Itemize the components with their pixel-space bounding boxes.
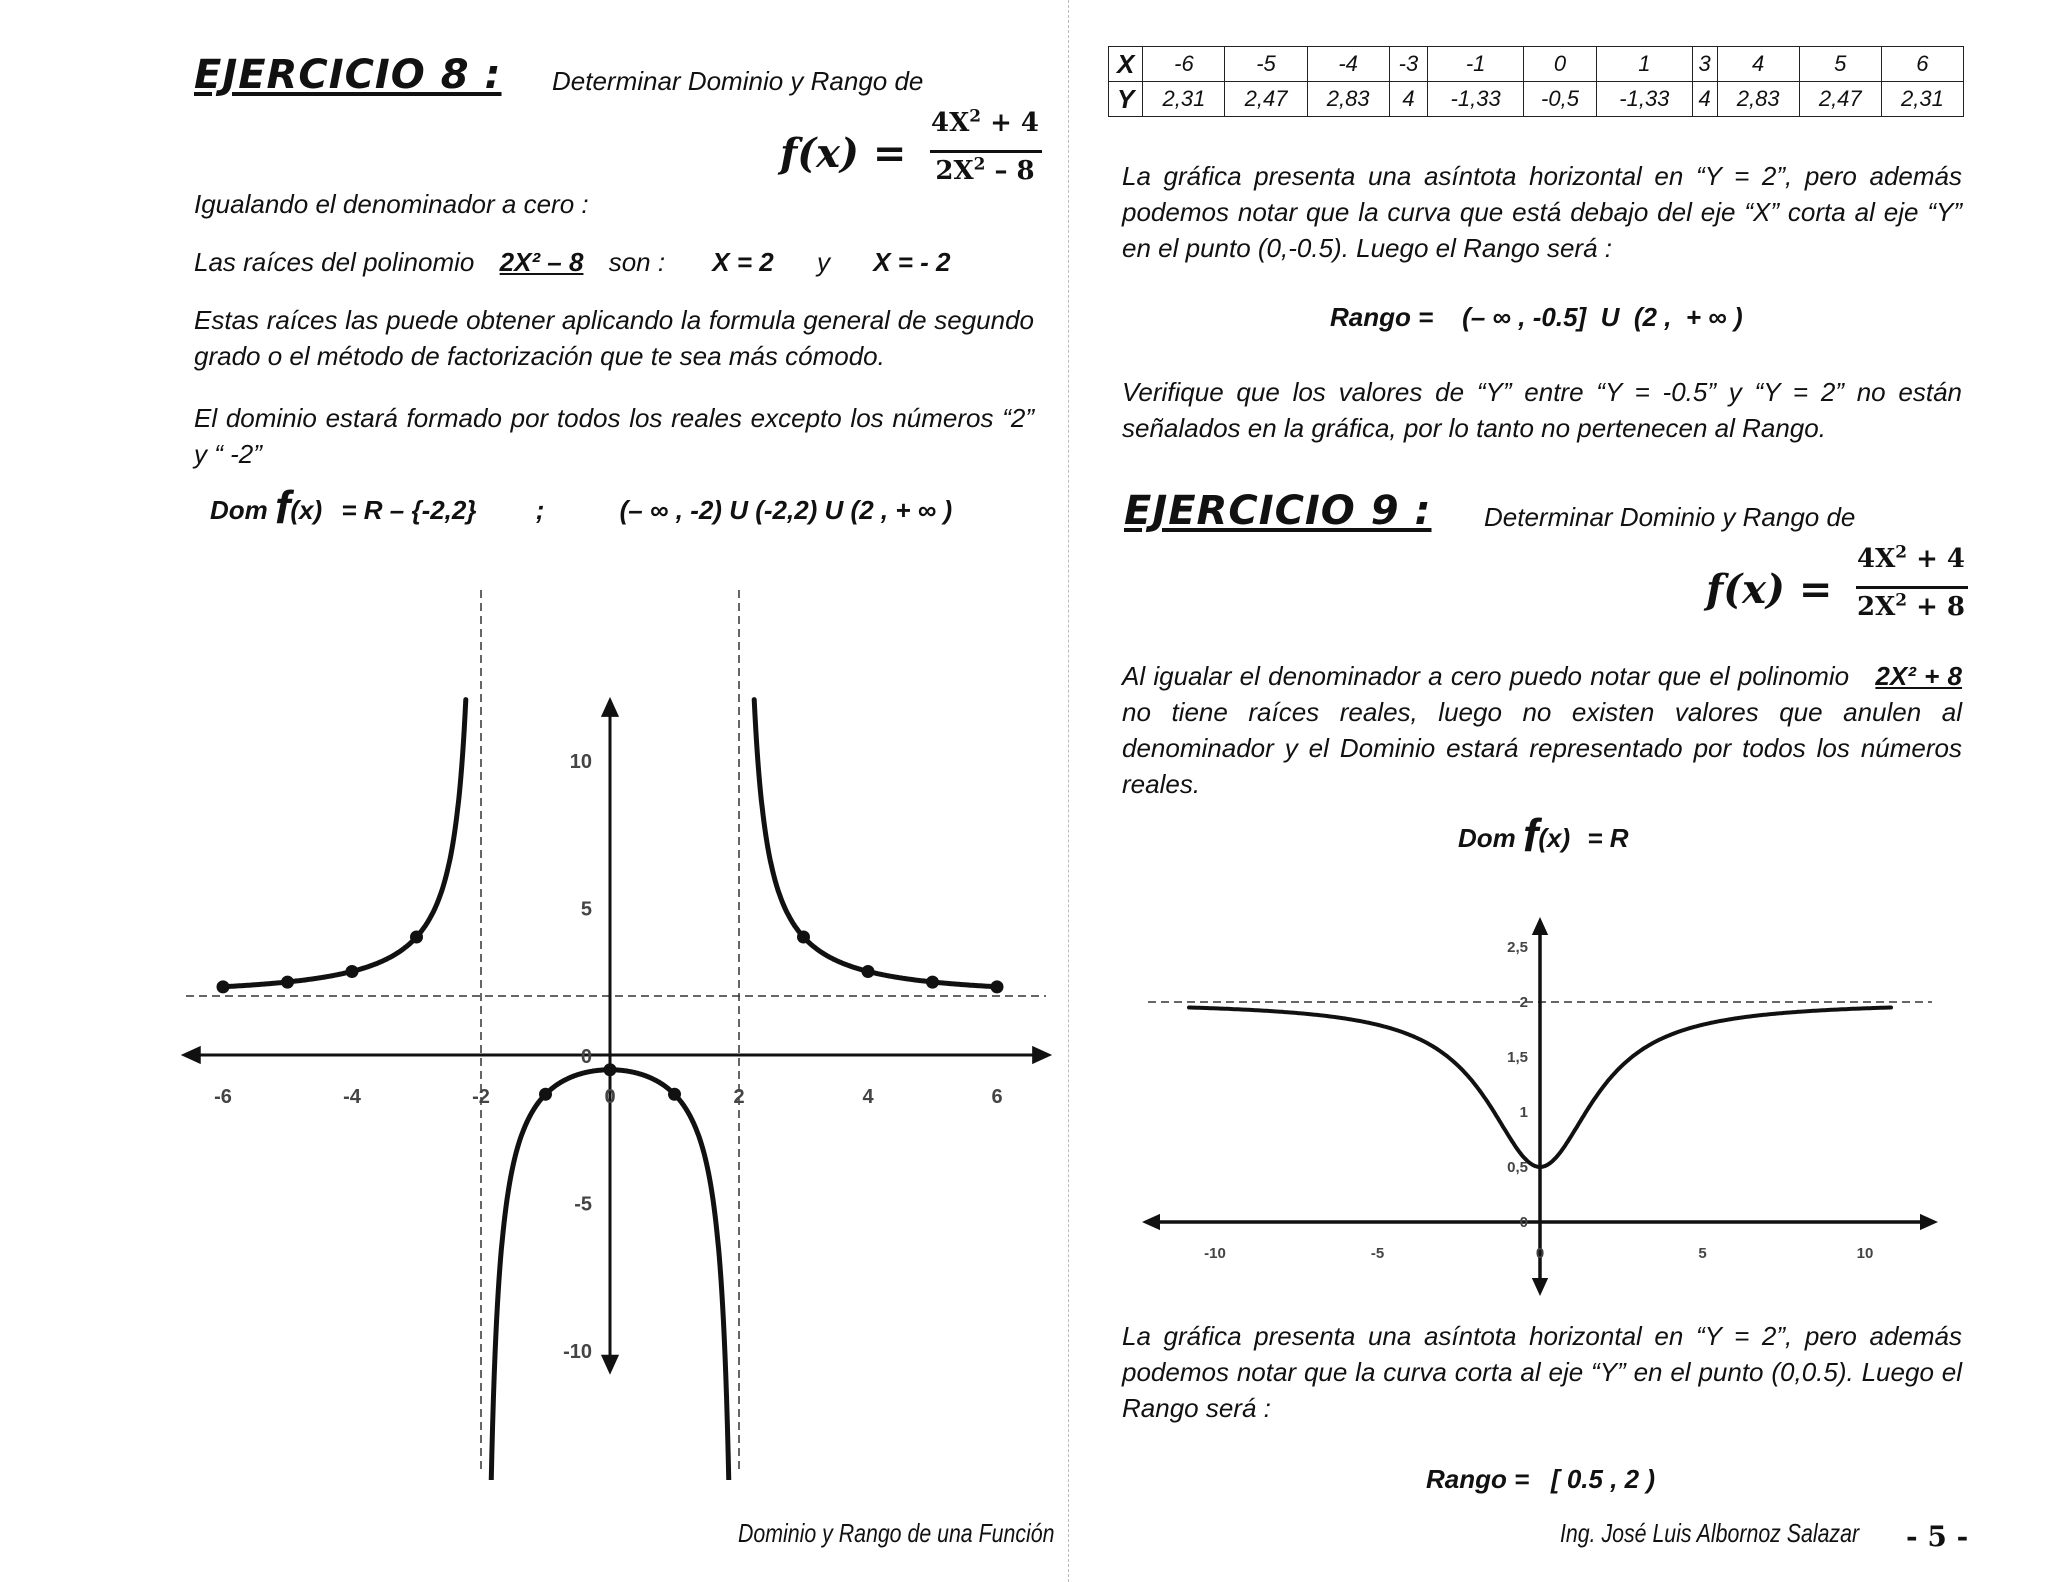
x-tick-label: -10 xyxy=(1204,1245,1226,1262)
x-tick-label: -5 xyxy=(1370,1245,1385,1262)
curve-branch-right xyxy=(754,700,997,987)
table-cell: 5 xyxy=(1799,47,1881,82)
ejercicio-8-subtitle: Determinar Dominio y Rango de xyxy=(552,66,924,96)
y-tick-label: 2,5 xyxy=(1507,939,1528,956)
chart-ejercicio-9 xyxy=(1140,910,1940,1300)
x-tick-label: -2 xyxy=(472,1086,490,1108)
y-tick-label: -5 xyxy=(574,1193,592,1216)
table-cell: 2,31 xyxy=(1143,82,1225,117)
y-tick-label: 1 xyxy=(1519,1104,1528,1121)
ejercicio-8-title: EJERCICIO 8 : xyxy=(194,52,502,98)
data-point xyxy=(797,931,810,944)
rango-8: Rango = (– ∞ , -0.5] U (2 , + ∞ ) xyxy=(1330,302,1743,332)
table-header-cell: Y xyxy=(1109,82,1143,117)
table-cell: 2,47 xyxy=(1799,82,1881,117)
table-cell: -5 xyxy=(1225,47,1307,82)
formula-fx: f(x) = xyxy=(1706,566,1833,613)
data-point xyxy=(410,931,423,944)
rango-9: Rango = [ 0.5 , 2 ) xyxy=(1426,1464,1655,1494)
formula-fx: f(x) = xyxy=(780,130,907,177)
y-axis-arrow-down xyxy=(1532,1278,1548,1296)
x-tick-label: 4 xyxy=(862,1086,874,1108)
table-cell: -1 xyxy=(1428,47,1524,82)
paragraph-asintota-1: La gráfica presenta una asíntota horizontal en “Y = 2”, pero además podemos notar que la curva que está debajo del eje “X” corta al eje “Y” en el punto (0,-0.5). Luego el Rango será : xyxy=(1122,161,1962,263)
root-2: X = - 2 xyxy=(873,247,951,277)
footer-author: Ing. José Luis Albornoz Salazar xyxy=(1560,1518,1860,1548)
data-point xyxy=(539,1088,552,1101)
y-tick-label: 0 xyxy=(580,1046,592,1068)
x-tick-label: 6 xyxy=(991,1086,1003,1108)
y-tick-label: 2 xyxy=(1519,994,1528,1011)
x-tick-label: 5 xyxy=(1698,1245,1707,1262)
table-cell: -1,33 xyxy=(1596,82,1692,117)
y-axis-arrow-down xyxy=(601,1355,619,1375)
x-axis-arrow-right xyxy=(1920,1214,1938,1230)
table-row-x xyxy=(1109,47,1964,82)
table-cell: 0 xyxy=(1524,47,1597,82)
table-cell: 2,31 xyxy=(1881,82,1963,117)
formula-9 xyxy=(1706,541,1966,634)
data-point xyxy=(668,1088,681,1101)
root-1: X = 2 xyxy=(712,247,774,277)
footer-left: Dominio y Rango de una Función xyxy=(738,1518,1055,1548)
x-tick-label: -6 xyxy=(214,1086,232,1108)
y-axis-arrow-up xyxy=(1532,917,1548,935)
formula-denominator: $2X^2 + 8$ xyxy=(1856,589,1966,622)
paragraph-estas-raices: Estas raíces las puede obtener aplicando la formula general de segundo grado o el método de factorización que te sea más cómodo. xyxy=(194,305,1034,371)
data-point xyxy=(604,1063,617,1076)
table-row-y xyxy=(1109,82,1964,117)
x-axis-arrow-right xyxy=(1032,1046,1052,1064)
x-tick-label: 2 xyxy=(733,1086,745,1108)
paragraph-verifique: Verifique que los valores de “Y” entre “Y = -0.5” y “Y = 2” no están señalados en la gráfica, por lo tanto no pertenecen al Rango. xyxy=(1122,377,1962,443)
formula-numerator: $4X^2 + 4$ xyxy=(930,105,1040,138)
x-tick-label: -4 xyxy=(343,1086,361,1108)
curve-branch-left xyxy=(223,700,466,987)
table-cell: 2,47 xyxy=(1225,82,1307,117)
data-point xyxy=(862,965,875,978)
polynomial-9: 2X² + 8 xyxy=(1875,661,1962,691)
table-cell: -0,5 xyxy=(1524,82,1597,117)
paragraph-igualando: Igualando el denominador a cero : xyxy=(194,189,589,219)
data-point xyxy=(346,965,359,978)
x-tick-label: 0 xyxy=(604,1086,616,1108)
table-cell: 4 xyxy=(1389,82,1428,117)
y-tick-label: 5 xyxy=(580,898,592,921)
x-axis-arrow-left xyxy=(1142,1214,1160,1230)
x-tick-label: 10 xyxy=(1856,1245,1874,1262)
table-cell: 1 xyxy=(1596,47,1692,82)
y-tick-label: 0 xyxy=(1519,1214,1528,1231)
table-cell: 4 xyxy=(1692,82,1717,117)
fraction-bar xyxy=(930,150,1042,153)
data-point xyxy=(991,980,1004,993)
table-cell: 2,83 xyxy=(1307,82,1389,117)
table-cell: -4 xyxy=(1307,47,1389,82)
x-axis-arrow-left xyxy=(181,1046,201,1064)
formula-denominator: $2X^2 - 8$ xyxy=(935,153,1035,186)
ejercicio-9-subtitle: Determinar Dominio y Rango de xyxy=(1484,502,1856,532)
data-point xyxy=(926,976,939,989)
table-cell: 3 xyxy=(1692,47,1717,82)
data-point xyxy=(281,976,294,989)
page-number: - 5 - xyxy=(1906,1520,1969,1553)
y-axis-arrow-up xyxy=(601,697,619,717)
y-tick-label: 1,5 xyxy=(1507,1049,1528,1066)
table-header-cell: X xyxy=(1109,47,1143,82)
y-tick-label: 10 xyxy=(569,751,592,773)
chart-ejercicio-8 xyxy=(176,580,1056,1480)
formula-8 xyxy=(780,105,1040,198)
dominio-9: Dom f(x) = R xyxy=(1458,809,1629,861)
formula-numerator: $4X^2 + 4$ xyxy=(1856,541,1966,574)
table-cell: -1,33 xyxy=(1428,82,1524,117)
table-cell: -3 xyxy=(1389,47,1428,82)
page-divider xyxy=(1068,0,1069,1582)
y-tick-label: -10 xyxy=(563,1341,592,1363)
table-cell: -6 xyxy=(1143,47,1225,82)
values-table xyxy=(1108,46,1964,117)
table-cell: 4 xyxy=(1717,47,1799,82)
paragraph-asintota-2: La gráfica presenta una asíntota horizontal en “Y = 2”, pero además podemos notar que la curva corta al eje “Y” en el punto (0,0.5). Luego el Rango será : xyxy=(1122,1321,1962,1423)
ejercicio-9-title: EJERCICIO 9 : xyxy=(1124,488,1432,534)
polynomial-8: 2X² – 8 xyxy=(499,247,584,277)
y-tick-label: 0,5 xyxy=(1507,1159,1528,1176)
paragraph-raices: Las raíces del polinomio 2X² – 8 son : X = 2 y X = - 2 xyxy=(194,247,951,277)
data-point xyxy=(217,980,230,993)
paragraph-al-igualar: Al igualar el denominador a cero puedo notar que el polinomio 2X² + 8 no tiene raíces reales, luego no existen valores que anulen al denominador y el Dominio estará representado por todos los números reales. xyxy=(1122,661,1962,799)
fraction-bar xyxy=(1856,586,1968,589)
dominio-8: Dom f(x) = R – {-2,2} ; (– ∞ , -2) U (-2,2) U (2 , + ∞ ) xyxy=(210,481,953,533)
paragraph-dominio: El dominio estará formado por todos los reales excepto los números “2” y “ -2” xyxy=(194,403,1034,469)
table-cell: 2,83 xyxy=(1717,82,1799,117)
table-cell: 6 xyxy=(1881,47,1963,82)
x-tick-label: 0 xyxy=(1535,1245,1545,1262)
